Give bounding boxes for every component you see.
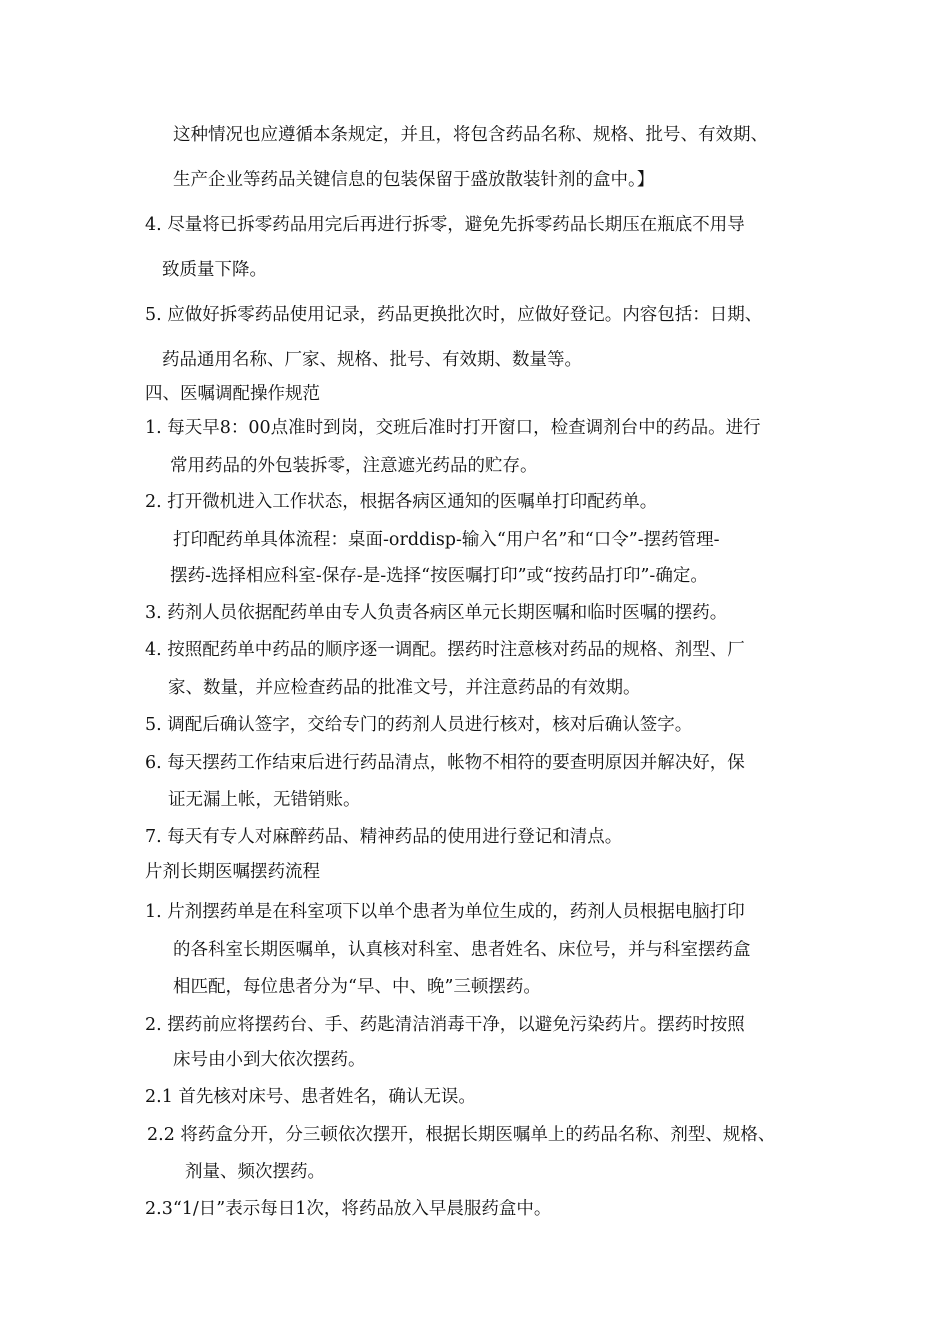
section-heading: 片剂长期医嘱摆药流程 — [145, 862, 320, 882]
text-line: 证无漏上帐，无错销账。 — [168, 790, 361, 810]
text-line: 的各科室长期医嘱单，认真核对科室、患者姓名、床位号，并与科室摆药盒 — [173, 940, 751, 960]
text-line: 6. 每天摆药工作结束后进行药品清点，帐物不相符的要查明原因并解决好，保 — [145, 753, 745, 773]
text-line: 1. 片剂摆药单是在科室项下以单个患者为单位生成的，药剂人员根据电脑打印 — [145, 902, 745, 922]
text-line: 床号由小到大依次摆药。 — [173, 1050, 366, 1070]
text-line: 这种情况也应遵循本条规定，并且，将包含药品名称、规格、批号、有效期、 — [173, 125, 768, 145]
text-line: 摆药-选择相应科室-保存-是-选择“按医嘱打印”或“按药品打印”-确定。 — [170, 566, 708, 586]
section-heading: 四、医嘱调配操作规范 — [145, 384, 320, 404]
text-line: 7. 每天有专人对麻醉药品、精神药品的使用进行登记和清点。 — [145, 827, 623, 847]
text-line: 2.3“1/日”表示每日1次，将药品放入早晨服药盒中。 — [145, 1199, 552, 1219]
text-line: 1. 每天早8：00点准时到岗，交班后准时打开窗口，检查调剂台中的药品。进行 — [145, 418, 761, 438]
text-line: 2. 摆药前应将摆药台、手、药匙清洁消毒干净，以避免污染药片。摆药时按照 — [145, 1015, 745, 1035]
text-line: 常用药品的外包装拆零，注意遮光药品的贮存。 — [170, 456, 538, 476]
text-line: 5. 应做好拆零药品使用记录，药品更换批次时，应做好登记。内容包括：日期、 — [145, 305, 763, 325]
text-line: 2.2 将药盒分开，分三顿依次摆开，根据长期医嘱单上的药品名称、剂型、规格、 — [147, 1125, 776, 1145]
text-line: 3. 药剂人员依据配药单由专人负责各病区单元长期医嘱和临时医嘱的摆药。 — [145, 603, 728, 623]
text-line: 2.1 首先核对床号、患者姓名，确认无误。 — [145, 1087, 476, 1107]
text-line: 剂量、频次摆药。 — [185, 1162, 325, 1182]
text-line: 相匹配，每位患者分为“早、中、晚”三顿摆药。 — [173, 977, 541, 997]
text-line: 5. 调配后确认签字，交给专门的药剂人员进行核对，核对后确认签字。 — [145, 715, 693, 735]
text-line: 打印配药单具体流程：桌面-orddisp-输入“用户名”和“口令”-摆药管理- — [173, 530, 720, 550]
text-line: 4. 尽量将已拆零药品用完后再进行拆零，避免先拆零药品长期压在瓶底不用导 — [145, 215, 745, 235]
text-line: 致质量下降。 — [162, 260, 267, 280]
text-line: 2. 打开微机进入工作状态，根据各病区通知的医嘱单打印配药单。 — [145, 492, 658, 512]
text-line: 药品通用名称、厂家、规格、批号、有效期、数量等。 — [162, 350, 582, 370]
text-line: 4. 按照配药单中药品的顺序逐一调配。摆药时注意核对药品的规格、剂型、厂 — [145, 640, 745, 660]
text-line: 生产企业等药品关键信息的包装保留于盛放散装针剂的盒中。】 — [173, 170, 655, 190]
text-line: 家、数量，并应检查药品的批准文号，并注意药品的有效期。 — [168, 678, 641, 698]
